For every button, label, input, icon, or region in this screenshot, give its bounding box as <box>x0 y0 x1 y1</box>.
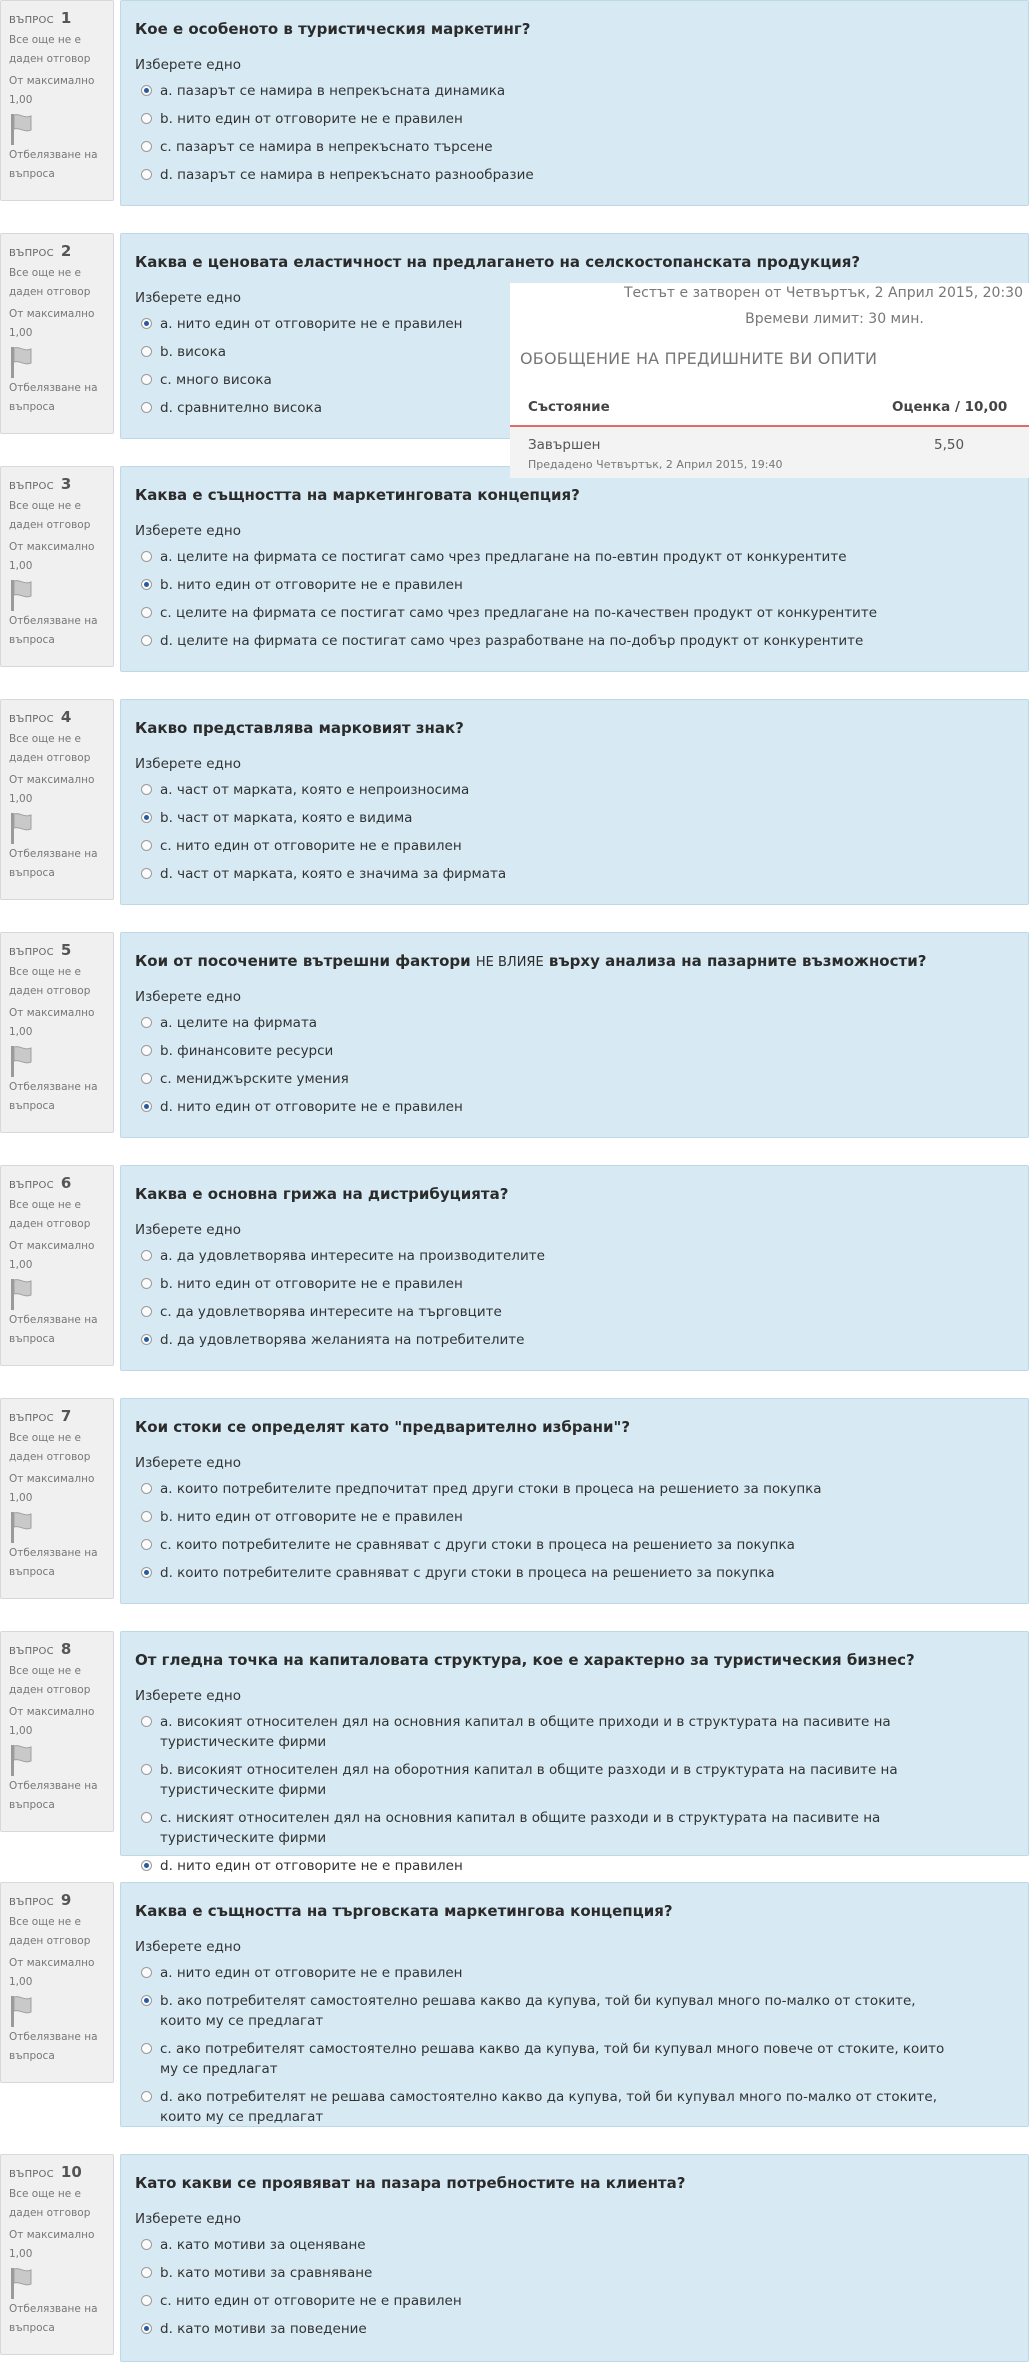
summary-heading: ОБОБЩЕНИЕ НА ПРЕДИШНИТЕ ВИ ОПИТИ <box>520 349 878 368</box>
question-content <box>120 466 1029 672</box>
radio-button[interactable] <box>141 1567 152 1578</box>
col-state: Състояние <box>528 399 610 415</box>
radio-button[interactable] <box>141 1995 152 2006</box>
answer-option-label: a. като мотиви за оценяване <box>160 2237 366 2253</box>
question-state: Все още не е даден отговор <box>9 34 91 65</box>
radio-button[interactable] <box>141 1539 152 1550</box>
question-info <box>0 466 114 667</box>
summary-table <box>510 389 1029 478</box>
question-1 <box>0 0 1031 206</box>
question-label: ВЪПРОС <box>9 1897 54 1908</box>
radio-button[interactable] <box>141 784 152 795</box>
question-content <box>120 1882 1029 2127</box>
question-number <box>9 1890 113 1909</box>
question-label: ВЪПРОС <box>9 1646 54 1657</box>
question-label: ВЪПРОС <box>9 947 54 958</box>
flag-question-link[interactable]: Отбелязване на въпроса <box>9 615 98 646</box>
question-number <box>9 241 113 260</box>
answer-option-label: d. ако потребителят не решава самостоятелно какво да купува, той би купувал много по-малко от стоките, които му се предлагат <box>160 2089 938 2125</box>
flag-question-link[interactable]: Отбелязване на въпроса <box>9 2303 98 2334</box>
question-max-grade: От максимално 1,00 <box>9 774 95 805</box>
question-content <box>120 1165 1029 1371</box>
question-state: Все още не е даден отговор <box>9 2188 91 2219</box>
question-number-value: 10 <box>60 2163 82 2181</box>
question-info <box>0 1165 114 1366</box>
question-state: Все още не е даден отговор <box>9 267 91 298</box>
answer-prompt: Изберете едно <box>135 57 241 73</box>
radio-button[interactable] <box>141 2323 152 2334</box>
question-text: От гледна точка на капиталовата структура, кое е характерно за туристическия бизнес? <box>135 1651 915 1669</box>
flag-icon[interactable] <box>9 578 39 612</box>
question-content <box>120 1398 1029 1604</box>
answer-option-label: b. нито един от отговорите не е правилен <box>160 577 463 593</box>
radio-button[interactable] <box>141 1101 152 1112</box>
flag-icon[interactable] <box>9 1994 39 2028</box>
answer-option[interactable] <box>135 1242 1014 1270</box>
flag-icon[interactable] <box>9 811 39 845</box>
answer-prompt: Изберете едно <box>135 1222 241 1238</box>
answer-option[interactable] <box>135 1270 1014 1298</box>
answer-option[interactable] <box>135 599 1014 627</box>
answer-option-label: d. нито един от отговорите не е правилен <box>160 1099 463 1115</box>
answer-prompt: Изберете едно <box>135 989 241 1005</box>
question-text-part: Кои от посочените вътрешни фактори <box>135 952 476 970</box>
radio-button[interactable] <box>141 1967 152 1978</box>
flag-icon[interactable] <box>9 2266 39 2300</box>
answer-option[interactable] <box>135 2231 1014 2259</box>
question-number-value: 9 <box>60 1891 72 1909</box>
answer-option[interactable] <box>135 1708 1014 1756</box>
answer-option-label: d. целите на фирмата се постигат само чрез разработване на по-добър продукт от конкурентите <box>160 633 864 649</box>
question-label: ВЪПРОС <box>9 1413 54 1424</box>
question-text: Каква е основна грижа на дистрибуцията? <box>135 1185 509 1203</box>
time-limit: Времеви лимит: 30 мин. <box>745 311 924 327</box>
question-text: Кои стоки се определят като "предварително избрани"? <box>135 1418 631 1436</box>
question-max-grade: От максимално 1,00 <box>9 541 95 572</box>
answer-option-label: a. нито един от отговорите не е правилен <box>160 1965 463 1981</box>
answer-option[interactable] <box>135 161 1014 189</box>
answer-prompt: Изберете едно <box>135 756 241 772</box>
answer-option[interactable] <box>135 105 1014 133</box>
radio-button[interactable] <box>141 1764 152 1775</box>
answer-option[interactable] <box>135 1559 1014 1587</box>
radio-button[interactable] <box>141 868 152 879</box>
answer-option[interactable] <box>135 2035 1014 2083</box>
answer-option[interactable] <box>135 1326 1014 1354</box>
answer-option-label: c. ниският относителен дял на основния капитал в общите разходи и в структурата на пасивите на туристическите фирми <box>160 1810 881 1846</box>
summary-table-header <box>510 389 1029 427</box>
question-content <box>120 0 1029 206</box>
question-number <box>9 8 113 27</box>
question-label: ВЪПРОС <box>9 481 54 492</box>
question-text <box>135 943 1014 979</box>
answer-option-label: c. целите на фирмата се постигат само чрез предлагане на по-качествен продукт от конкурентите <box>160 605 878 621</box>
question-content <box>120 699 1029 905</box>
question-max-grade: От максимално 1,00 <box>9 1473 95 1504</box>
question-state: Все още не е даден отговор <box>9 966 91 997</box>
radio-button[interactable] <box>141 812 152 823</box>
radio-button[interactable] <box>141 607 152 618</box>
question-info <box>0 1882 114 2083</box>
flag-icon[interactable] <box>9 1743 39 1777</box>
answer-option[interactable] <box>135 1093 1014 1121</box>
answer-options <box>135 1242 1014 1354</box>
question-state: Все още не е даден отговор <box>9 500 91 531</box>
answer-option-label: c. да удовлетворява интересите на търговците <box>160 1304 502 1320</box>
question-number <box>9 1173 113 1192</box>
flag-icon[interactable] <box>9 1277 39 1311</box>
question-5 <box>0 932 1031 1138</box>
question-number <box>9 1406 113 1425</box>
radio-button[interactable] <box>141 1716 152 1727</box>
question-number-value: 3 <box>60 475 72 493</box>
flag-question-link[interactable]: Отбелязване на въпроса <box>9 1314 98 1345</box>
answer-option-label: d. които потребителите сравняват с други стоки в процеса на решението за покупка <box>160 1565 775 1581</box>
question-label: ВЪПРОС <box>9 15 54 26</box>
answer-option[interactable] <box>135 2315 1014 2343</box>
answer-option-label: c. ако потребителят самостоятелно решава какво да купува, той би купувал много повече от стоките, които му се предлагат <box>160 2041 945 2077</box>
answer-option-label: c. които потребителите не сравняват с други стоки в процеса на решението за покупка <box>160 1537 795 1553</box>
answer-option-label: b. нито един от отговорите не е правилен <box>160 111 463 127</box>
radio-button[interactable] <box>141 85 152 96</box>
answer-option-label: b. нито един от отговорите не е правилен <box>160 1276 463 1292</box>
flag-question-link[interactable]: Отбелязване на въпроса <box>9 1780 98 1811</box>
question-label: ВЪПРОС <box>9 714 54 725</box>
question-content <box>120 932 1029 1138</box>
question-content <box>120 2154 1029 2362</box>
answer-option[interactable] <box>135 1298 1014 1326</box>
flag-question-link[interactable]: Отбелязване на въпроса <box>9 1547 98 1578</box>
answer-option[interactable] <box>135 1852 1014 1880</box>
question-number-value: 1 <box>60 9 72 27</box>
question-max-grade: От максимално 1,00 <box>9 1007 95 1038</box>
answer-option-label: d. нито един от отговорите не е правилен <box>160 1858 463 1874</box>
answer-option-label: d. да удовлетворява желанията на потребителите <box>160 1332 525 1348</box>
answer-prompt: Изберете едно <box>135 290 241 306</box>
question-state: Все още не е даден отговор <box>9 1432 91 1463</box>
answer-options <box>135 77 1014 189</box>
answer-options <box>135 1475 1014 1587</box>
answer-option-label: c. пазарът се намира в непрекъснато търсене <box>160 139 493 155</box>
radio-button[interactable] <box>141 2043 152 2054</box>
answer-option-label: d. част от марката, която е значима за фирмата <box>160 866 507 882</box>
answer-option-label: b. част от марката, която е видима <box>160 810 413 826</box>
answer-option[interactable] <box>135 776 1014 804</box>
radio-button[interactable] <box>141 1812 152 1823</box>
question-number <box>9 707 113 726</box>
radio-button[interactable] <box>141 1334 152 1345</box>
answer-option[interactable] <box>135 1503 1014 1531</box>
answer-option-label: a. пазарът се намира в непрекъсната динамика <box>160 83 506 99</box>
question-max-grade: От максимално 1,00 <box>9 308 95 339</box>
answer-option[interactable] <box>135 1987 1014 2035</box>
question-state: Все още не е даден отговор <box>9 1665 91 1696</box>
answer-option[interactable] <box>135 2259 1014 2287</box>
answer-option-label: a. целите на фирмата <box>160 1015 318 1031</box>
answer-option-label: a. които потребителите предпочитат пред други стоки в процеса на решението за покупка <box>160 1481 822 1497</box>
question-10 <box>0 2154 1031 2362</box>
answer-option[interactable] <box>135 2083 1014 2131</box>
radio-button[interactable] <box>141 141 152 152</box>
radio-button[interactable] <box>141 1073 152 1084</box>
question-number-value: 8 <box>60 1640 72 1658</box>
answer-option-label: b. финансовите ресурси <box>160 1043 334 1059</box>
flag-question-link[interactable]: Отбелязване на въпроса <box>9 2031 98 2062</box>
question-info <box>0 0 114 201</box>
answer-option[interactable] <box>135 571 1014 599</box>
radio-button[interactable] <box>141 2295 152 2306</box>
answer-option[interactable] <box>135 1756 1014 1804</box>
flag-icon[interactable] <box>9 1510 39 1544</box>
radio-button[interactable] <box>141 579 152 590</box>
answer-options <box>135 1959 1014 2131</box>
answer-option-label: c. нито един от отговорите не е правилен <box>160 2293 462 2309</box>
radio-button[interactable] <box>141 1483 152 1494</box>
answer-option[interactable] <box>135 77 1014 105</box>
answer-options <box>135 1009 1014 1121</box>
question-text-emphasis: НЕ ВЛИЯЕ <box>475 955 544 970</box>
quiz-closed-notice: Тестът е затворен от Четвъртък, 2 Април 2015, 20:30 <box>624 285 1023 301</box>
table-row <box>510 427 1029 478</box>
flag-icon[interactable] <box>9 112 39 146</box>
answer-prompt: Изберете едно <box>135 1939 241 1955</box>
flag-icon[interactable] <box>9 1044 39 1078</box>
answer-option-label: b. като мотиви за сравняване <box>160 2265 373 2281</box>
answer-option-label: c. нито един от отговорите не е правилен <box>160 838 462 854</box>
radio-button[interactable] <box>141 402 152 413</box>
answer-option-label: d. пазарът се намира в непрекъснато разнообразие <box>160 167 534 183</box>
answer-option-label: c. мениджърските умения <box>160 1071 349 1087</box>
answer-option-label: b. ако потребителят самостоятелно решава какво да купува, той би купувал много по-малко от стоките, които му се предлагат <box>160 1993 916 2029</box>
answer-prompt: Изберете едно <box>135 1688 241 1704</box>
radio-button[interactable] <box>141 318 152 329</box>
question-info <box>0 1398 114 1599</box>
answer-prompt: Изберете едно <box>135 523 241 539</box>
question-text-part: върху анализа на пазарните възможности? <box>543 952 927 970</box>
question-max-grade: От максимално 1,00 <box>9 1706 95 1737</box>
question-max-grade: От максимално 1,00 <box>9 1240 95 1271</box>
answer-options <box>135 1708 1014 1880</box>
flag-question-link[interactable]: Отбелязване на въпроса <box>9 1081 98 1112</box>
attempt-grade: 5,50 <box>934 437 965 453</box>
flag-question-link[interactable]: Отбелязване на въпроса <box>9 149 98 180</box>
question-text: Каква е същността на маркетинговата концепция? <box>135 486 580 504</box>
answer-options <box>135 776 1014 888</box>
question-info <box>0 699 114 900</box>
question-4 <box>0 699 1031 905</box>
answer-option-label: d. като мотиви за поведение <box>160 2321 367 2337</box>
answer-options <box>135 543 1014 655</box>
question-state: Все още не е даден отговор <box>9 1916 91 1947</box>
question-info <box>0 1631 114 1832</box>
question-8 <box>0 1631 1031 1874</box>
question-info <box>0 932 114 1133</box>
flag-question-link[interactable]: Отбелязване на въпроса <box>9 382 98 413</box>
answer-option-label: a. нито един от отговорите не е правилен <box>160 316 463 332</box>
radio-button[interactable] <box>141 2239 152 2250</box>
question-max-grade: От максимално 1,00 <box>9 1957 95 1988</box>
answer-option[interactable] <box>135 1475 1014 1503</box>
radio-button[interactable] <box>141 1045 152 1056</box>
attempt-state: Завършен <box>528 437 601 453</box>
question-7 <box>0 1398 1031 1604</box>
answer-option[interactable] <box>135 832 1014 860</box>
answer-option[interactable] <box>135 1009 1014 1037</box>
radio-button[interactable] <box>141 1860 152 1871</box>
question-text: Каква е същността на търговската маркетингова концепция? <box>135 1902 673 1920</box>
question-9 <box>0 1882 1031 2127</box>
radio-button[interactable] <box>141 1017 152 1028</box>
col-grade: Оценка / 10,00 <box>892 399 1008 415</box>
question-text: Каква е ценовата еластичност на предлагането на селскостопанската продукция? <box>135 253 861 271</box>
radio-button[interactable] <box>141 169 152 180</box>
answer-option[interactable] <box>135 1959 1014 1987</box>
attempt-submitted: Предадено Четвъртък, 2 Април 2015, 19:40 <box>528 458 783 471</box>
answer-option[interactable] <box>135 1804 1014 1852</box>
radio-button[interactable] <box>141 346 152 357</box>
question-number-value: 7 <box>60 1407 72 1425</box>
answer-option-label: a. да удовлетворява интересите на производителите <box>160 1248 545 1264</box>
radio-button[interactable] <box>141 1250 152 1261</box>
question-text: Какво представлява марковият знак? <box>135 719 464 737</box>
radio-button[interactable] <box>141 2091 152 2102</box>
answer-options <box>135 2231 1014 2343</box>
question-number-value: 5 <box>60 941 72 959</box>
answer-prompt: Изберете едно <box>135 2211 241 2227</box>
radio-button[interactable] <box>141 113 152 124</box>
answer-option[interactable] <box>135 2287 1014 2315</box>
answer-option-label: a. високият относителен дял на основния капитал в общите приходи и в структурата на пасивите на туристическите фирми <box>160 1714 891 1750</box>
question-state: Все още не е даден отговор <box>9 733 91 764</box>
question-text: Като какви се проявяват на пазара потребностите на клиента? <box>135 2174 686 2192</box>
answer-prompt: Изберете едно <box>135 1455 241 1471</box>
question-number-value: 2 <box>60 242 72 260</box>
question-3 <box>0 466 1031 672</box>
question-label: ВЪПРОС <box>9 2169 54 2180</box>
answer-option-label: b. високият относителен дял на оборотния капитал в общите разходи и в структурата на пасивите на туристическите фирми <box>160 1762 898 1798</box>
question-content <box>120 1631 1029 1874</box>
question-max-grade: От максимално 1,00 <box>9 2229 95 2260</box>
answer-option-label: b. нито един от отговорите не е правилен <box>160 1509 463 1525</box>
answer-option[interactable] <box>135 1065 1014 1093</box>
question-text: Кое е особеното в туристическия маркетинг? <box>135 20 531 38</box>
flag-icon[interactable] <box>9 345 39 379</box>
question-label: ВЪПРОС <box>9 1180 54 1191</box>
radio-button[interactable] <box>141 635 152 646</box>
answer-option-label: b. висока <box>160 344 226 360</box>
answer-option[interactable] <box>135 627 1014 655</box>
question-max-grade: От максимално 1,00 <box>9 75 95 106</box>
question-label: ВЪПРОС <box>9 248 54 259</box>
answer-option-label: c. много висока <box>160 372 272 388</box>
question-6 <box>0 1165 1031 1371</box>
answer-option-label: d. сравнително висока <box>160 400 322 416</box>
answer-option[interactable] <box>135 133 1014 161</box>
question-number <box>9 1639 113 1658</box>
question-number <box>9 940 113 959</box>
answer-option-label: a. част от марката, която е непроизносима <box>160 782 470 798</box>
question-number-value: 4 <box>60 708 72 726</box>
answer-option-label: a. целите на фирмата се постигат само чрез предлагане на по-евтин продукт от конкурентите <box>160 549 847 565</box>
question-state: Все още не е даден отговор <box>9 1199 91 1230</box>
question-info <box>0 2154 114 2355</box>
question-number <box>9 474 113 493</box>
radio-button[interactable] <box>141 2267 152 2278</box>
question-info <box>0 233 114 434</box>
answer-option[interactable] <box>135 804 1014 832</box>
attempt-summary <box>510 283 1029 477</box>
radio-button[interactable] <box>141 1278 152 1289</box>
radio-button[interactable] <box>141 551 152 562</box>
radio-button[interactable] <box>141 840 152 851</box>
answer-option[interactable] <box>135 543 1014 571</box>
flag-question-link[interactable]: Отбелязване на въпроса <box>9 848 98 879</box>
answer-option[interactable] <box>135 860 1014 888</box>
radio-button[interactable] <box>141 1511 152 1522</box>
answer-option[interactable] <box>135 1037 1014 1065</box>
question-number <box>9 2162 113 2181</box>
question-number-value: 6 <box>60 1174 72 1192</box>
answer-option[interactable] <box>135 1531 1014 1559</box>
radio-button[interactable] <box>141 1306 152 1317</box>
radio-button[interactable] <box>141 374 152 385</box>
